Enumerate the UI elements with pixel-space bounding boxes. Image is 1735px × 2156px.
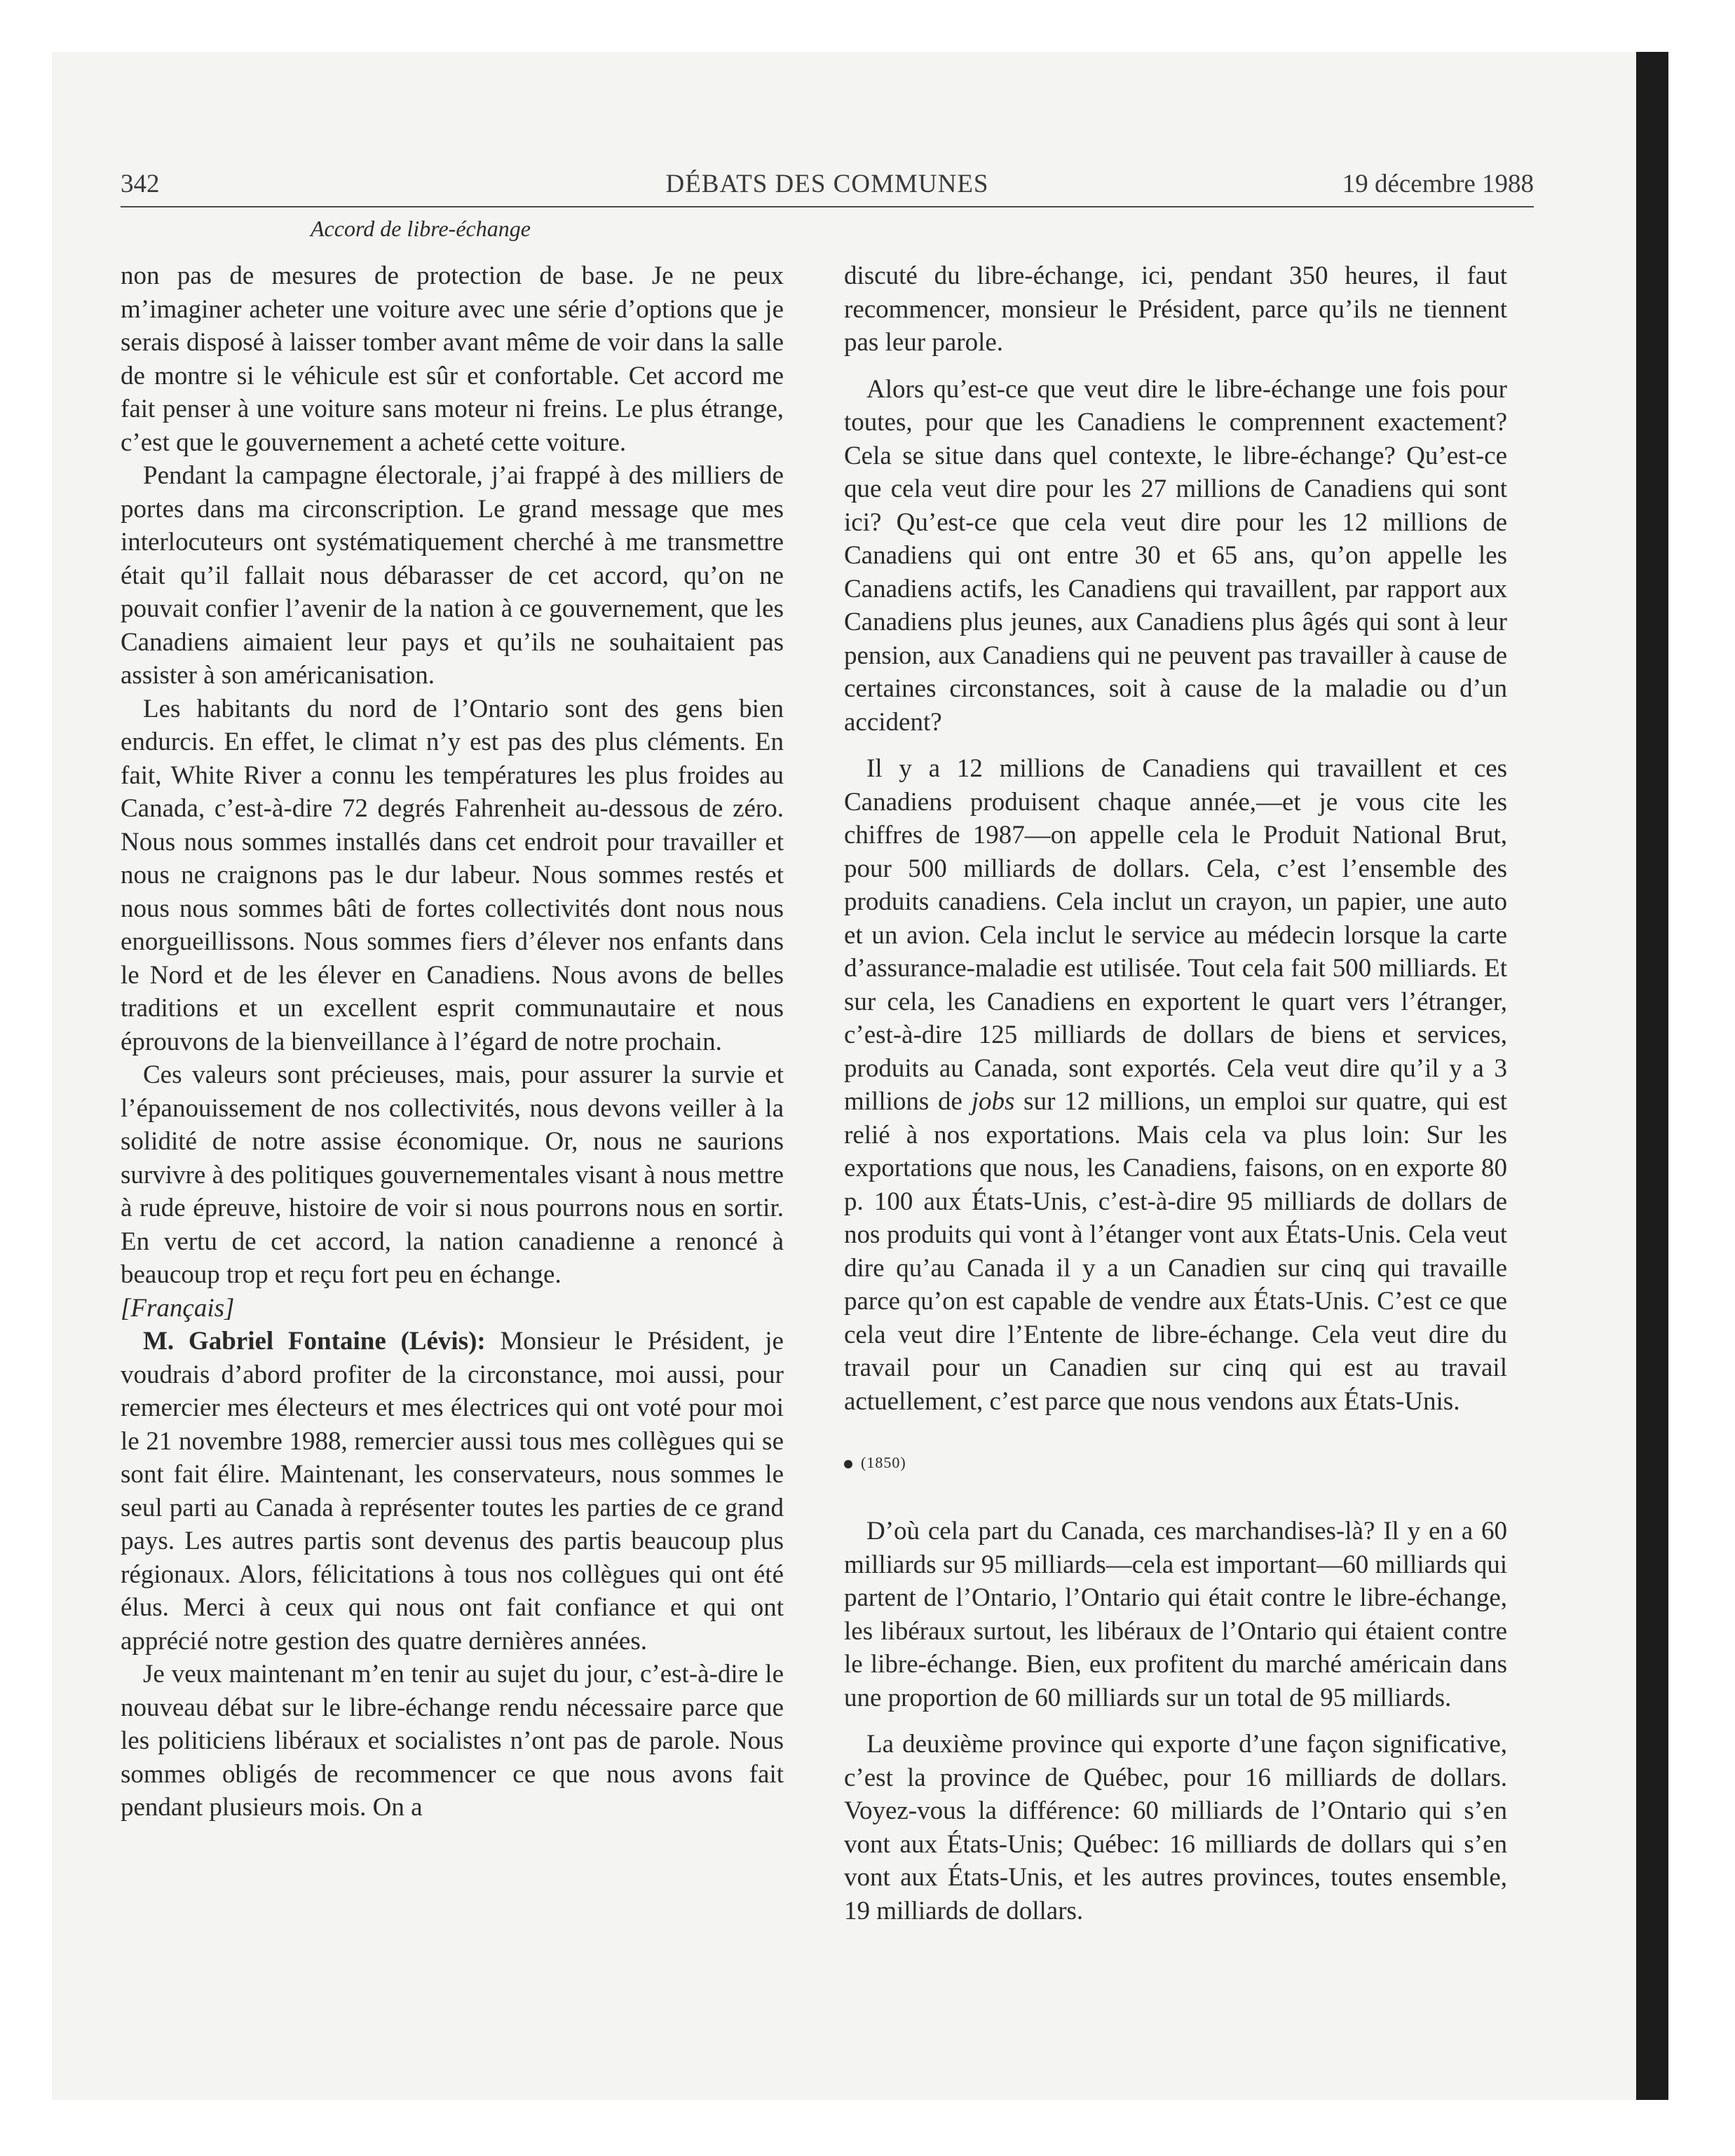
scan-edge-bar xyxy=(1636,52,1668,2100)
paragraph: discuté du libre-échange, ici, pendant 350 heures, il faut recommencer, monsieur le Président, parce qu’ils ne tiennent pas leur parole. xyxy=(844,261,1507,357)
publication-title: DÉBATS DES COMMUNES xyxy=(665,170,989,198)
paragraph-text: sur 12 millions, un emploi sur quatre, qui est relié à nos exportations. Mais cela va plus loin: Sur les exportations que nous, les Canadiens, faisons, on en exporte 80 p. 100 aux États-Unis, c’est-à-dire 95 milliards de dollars de nos produits qui vont à l’étanger vont aux États-Unis. Cela veut dire qu’au Canada il y a un Canadien sur cinq qui travaille parce qu’on est capable de vendre aux États-Unis. C’est ce que cela veut dire l’Entente de libre-échange. Cela veut dire du travail pour un Canadien sur cinq qui est au travail actuellement, c’est parce que nous vendons aux États-Unis. xyxy=(844,1087,1507,1416)
italic-word: jobs xyxy=(971,1087,1015,1116)
paragraph: Les habitants du nord de l’Ontario sont des gens bien endurcis. En effet, le climat n’y est pas des plus cléments. En fait, White River a connu les températures les plus froides au Canada, c’est-à-dire 72 degrés Fahrenheit au-dessous de zéro. Nous nous sommes installés dans cet endroit pour travailler et nous ne craignons pas le dur labeur. Nous sommes restés et nous nous sommes bâti de fortes collectivités dont nous nous enorgueillissons. Nous sommes fiers d’élever nos enfants dans le Nord et de les élever en Canadiens. Nous avons de belles traditions et un excellent esprit communautaire et nous éprouvons de la bienveillance à l’égard de notre prochain. xyxy=(121,694,784,1056)
paragraph: Je veux maintenant m’en tenir au sujet du jour, c’est-à-dire le nouveau débat sur le libre-échange rendu nécessaire parce que les politiciens libéraux et socialistes n’ont pas de parole. Nous sommes obligés de recommencer ce que nous avons fait pendant plusieurs mois. On a xyxy=(121,1660,784,1822)
speech-paragraph xyxy=(121,1325,784,1658)
paragraph: La deuxième province qui exporte d’une façon significative, c’est la province de Québec, pour 16 milliards de dollars. Voyez-vous la différence: 60 milliards de l’Ontario qui s’en vont aux États-Unis; Québec: 16 milliards de dollars qui s’en vont aux États-Unis, et les autres provinces, toutes ensemble, 19 milliards de dollars. xyxy=(844,1730,1507,1925)
language-tag: [Français] xyxy=(121,1293,235,1323)
left-column xyxy=(121,259,784,1824)
paragraph: Ces valeurs sont précieuses, mais, pour assurer la survie et l’épanouissement de nos collectivités, nous devons veiller à la solidité de notre assise économique. Or, nous ne saurions survivre à des politiques gouvernementales visant à nous mettre à rude épreuve, histoire de voir si nous pourrons nous en sortir. En vertu de cet accord, la nation canadienne a renoncé à beaucoup trop et reçu fort peu en échange. xyxy=(121,1060,784,1289)
subject-heading: Accord de libre-échange xyxy=(311,216,531,241)
page-number: 342 xyxy=(121,170,160,198)
time-marker xyxy=(844,1446,1507,1480)
paragraph xyxy=(844,752,1507,1418)
speech-text: Monsieur le Président, je voudrais d’abord profiter de la circonstance, moi aussi, pour remercier mes électeurs et mes électrices qui ont voté pour moi le 21 novembre 1988, remercier aussi tous mes collègues qui se sont fait élire. Maintenant, les conservateurs, nous sommes le seul parti au Canada à représenter toutes les parties de ce grand pays. Les autres partis sont devenus des partis beaucoup plus régionaux. Alors, félicitations à tous nos collègues qui ont été élus. Merci à ceux qui nous ont fait confiance et qui ont apprécié notre gestion des quatre dernières années. xyxy=(121,1327,784,1656)
page-date: 19 décembre 1988 xyxy=(1342,170,1534,198)
paragraph: non pas de mesures de protection de base. Je ne peux m’imaginer acheter une voiture avec une série d’options que je serais disposé à laisser tomber avant même de voir dans la salle de montre si le véhicule est sûr et confortable. Cet accord me fait penser à une voiture sans moteur ni freins. Le plus étrange, c’est que le gouvernement a acheté cette voiture. xyxy=(121,261,784,457)
paragraph-text: Il y a 12 millions de Canadiens qui travaillent et ces Canadiens produisent chaque année,—et je vous cite les chiffres de 1987—on appelle cela le Produit National Brut, pour 500 milliards de dollars. Cela, c’est l’ensemble des produits canadiens. Cela inclut un crayon, un papier, une auto et un avion. Cela inclut le service au médecin lorsque la carte d’assurance-maladie est utilisée. Tout cela fait 500 milliards. Et sur cela, les Canadiens en exportent le quart vers l’étranger, c’est-à-dire 125 milliards de dollars de biens et services, produits au Canada, sont exportés. Cela veut dire qu’il y a 3 millions de xyxy=(844,754,1507,1116)
paragraph: D’où cela part du Canada, ces marchandises-là? Il y en a 60 milliards sur 95 milliards—cela est important—60 milliards qui partent de l’Ontario, l’Ontario qui était contre le libre-échange, les libéraux surtout, les libéraux de l’Ontario qui étaient contre le libre-échange. Bien, eux profitent du marché américain dans une proportion de 60 milliards sur un total de 95 milliards. xyxy=(844,1517,1507,1712)
speaker-name: M. Gabriel Fontaine (Lévis): xyxy=(143,1327,486,1356)
right-column xyxy=(844,259,1507,1928)
time-marker-text: (1850) xyxy=(861,1454,906,1471)
paragraph: Alors qu’est-ce que veut dire le libre-échange une fois pour toutes, pour que les Canadiens le comprennent exactement? Cela se situe dans quel contexte, le libre-échange? Qu’est-ce que cela veut dire pour les 27 millions de Canadiens qui sont ici? Qu’est-ce que cela veut dire pour les 12 millions de Canadiens qui ont entre 30 et 65 ans, qu’on appelle les Canadiens actifs, les Canadiens qui travaillent, par rapport aux Canadiens plus jeunes, aux Canadiens plus âgés qui sont à leur pension, aux Canadiens qui ne peuvent pas travailler à cause de certaines circonstances, soit à cause de la maladie ou d’un accident? xyxy=(844,374,1507,737)
page-header xyxy=(121,163,1534,207)
bullet-icon xyxy=(844,1460,852,1468)
paragraph: Pendant la campagne électorale, j’ai frappé à des milliers de portes dans ma circonscription. Le grand message que mes interlocuteurs ont systématiquement cherché à me transmettre était qu’il fallait nous débarasser de cet accord, qu’on ne pouvait confier l’avenir de la nation à ce gouvernement, que les Canadiens aimaient leur pays et qu’ils ne souhaitaient pas assister à son américanisation. xyxy=(121,461,784,690)
